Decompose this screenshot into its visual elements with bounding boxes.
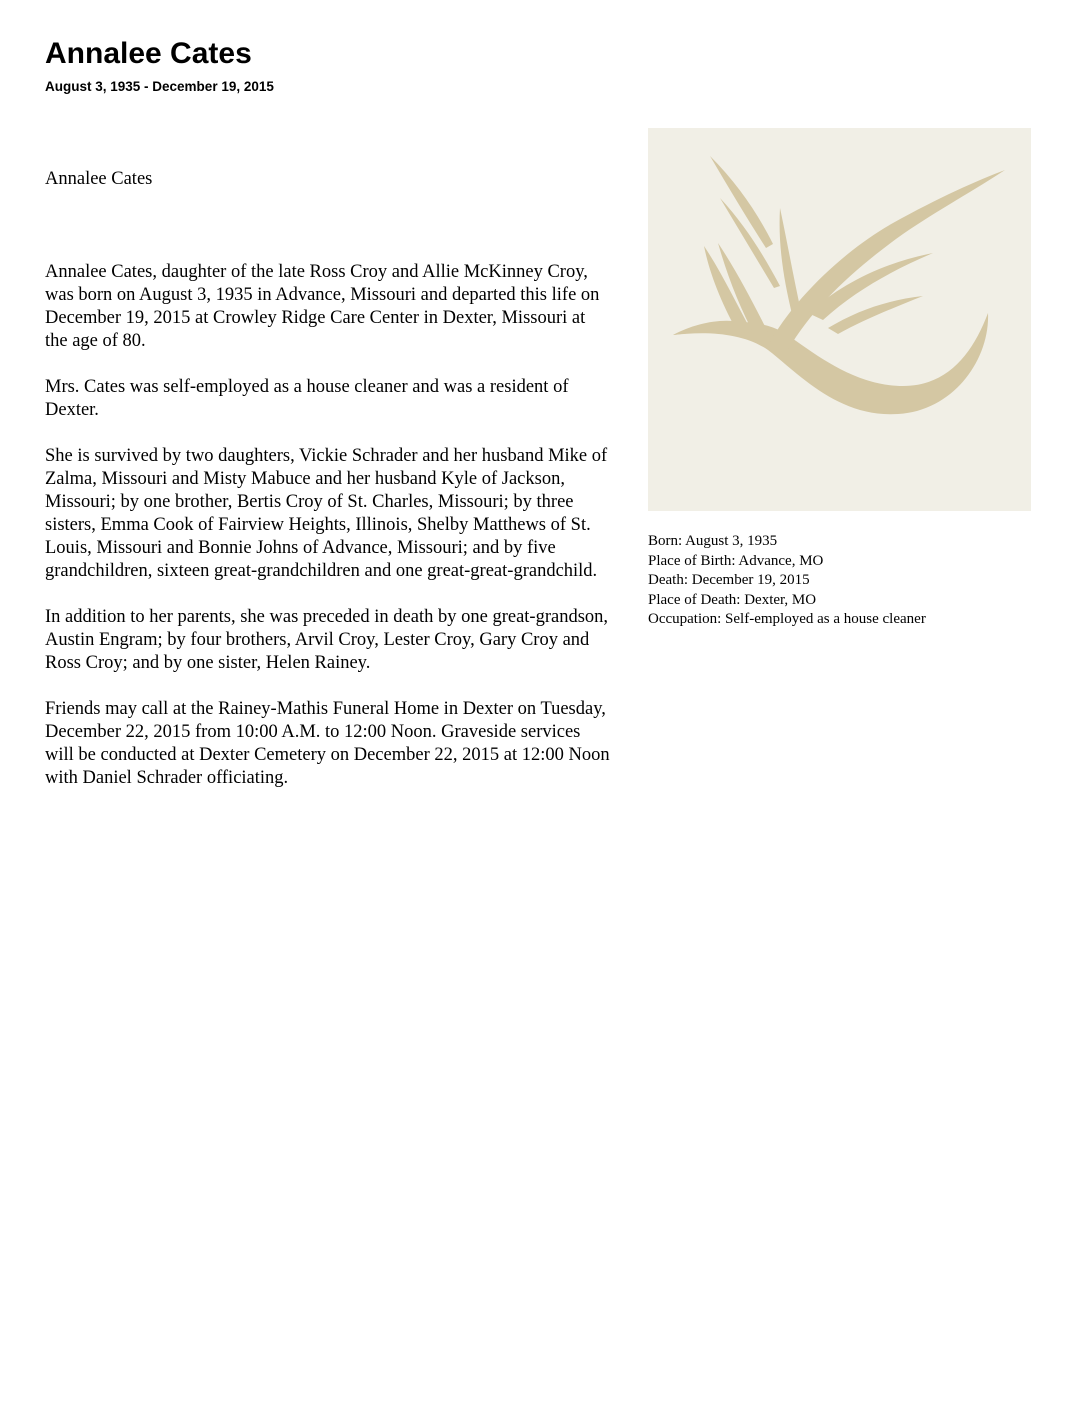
- dove-icon: [648, 128, 1031, 511]
- life-dates: August 3, 1935 - December 19, 2015: [45, 79, 274, 94]
- fact-occupation: Occupation: Self-employed as a house cleaner: [648, 611, 926, 627]
- obituary-paragraph: In addition to her parents, she was preceded in death by one great-grandson, Austin Engram; by four brothers, Arvil Croy, Lester Croy, Gary Croy and Ross Croy; and by one sister, Helen Rainey.: [45, 607, 609, 673]
- obituary-paragraph: Annalee Cates, daughter of the late Ross Croy and Allie McKinney Croy, was born on August 3, 1935 in Advance, Missouri and departed this life on December 19, 2015 at Crowley Ridge Care Center in Dexter, Missouri at the age of 80.: [45, 262, 600, 351]
- obituary-paragraph: Mrs. Cates was self-employed as a house cleaner and was a resident of Dexter.: [45, 377, 569, 420]
- memorial-image: [648, 128, 1031, 511]
- lead-name: Annalee Cates: [45, 169, 153, 189]
- obituary-header: [45, 36, 274, 96]
- fact-place-of-birth: Place of Birth: Advance, MO: [648, 552, 824, 569]
- fact-place-of-death: Place of Death: Dexter, MO: [648, 591, 817, 608]
- obituary-body: [45, 168, 610, 813]
- vital-facts: [648, 532, 1068, 630]
- fact-death: Death: December 19, 2015: [648, 572, 810, 588]
- obituary-paragraph: She is survived by two daughters, Vickie Schrader and her husband Mike of Zalma, Missouri and Misty Mabuce and her husband Kyle of Jackson, Missouri; by one brother, Bertis Croy of St. Charles, Missouri; by three sisters, Emma Cook of Fairview Heights, Illinois, Shelby Matthews of St. Louis, Missouri and Bonnie Johns of Advance, Missouri; and by five grandchildren, sixteen great-grandchildren and one great-great-grandchild.: [45, 446, 608, 581]
- page-title: Annalee Cates: [45, 37, 252, 70]
- fact-born: Born: August 3, 1935: [648, 533, 778, 549]
- obituary-paragraph: Friends may call at the Rainey-Mathis Funeral Home in Dexter on Tuesday, December 22, 2015 from 10:00 A.M. to 12:00 Noon. Graveside services will be conducted at Dexter Cemetery on December 22, 2015 at 12:00 Noon with Daniel Schrader officiating.: [45, 699, 610, 788]
- obituary-text: [45, 261, 610, 790]
